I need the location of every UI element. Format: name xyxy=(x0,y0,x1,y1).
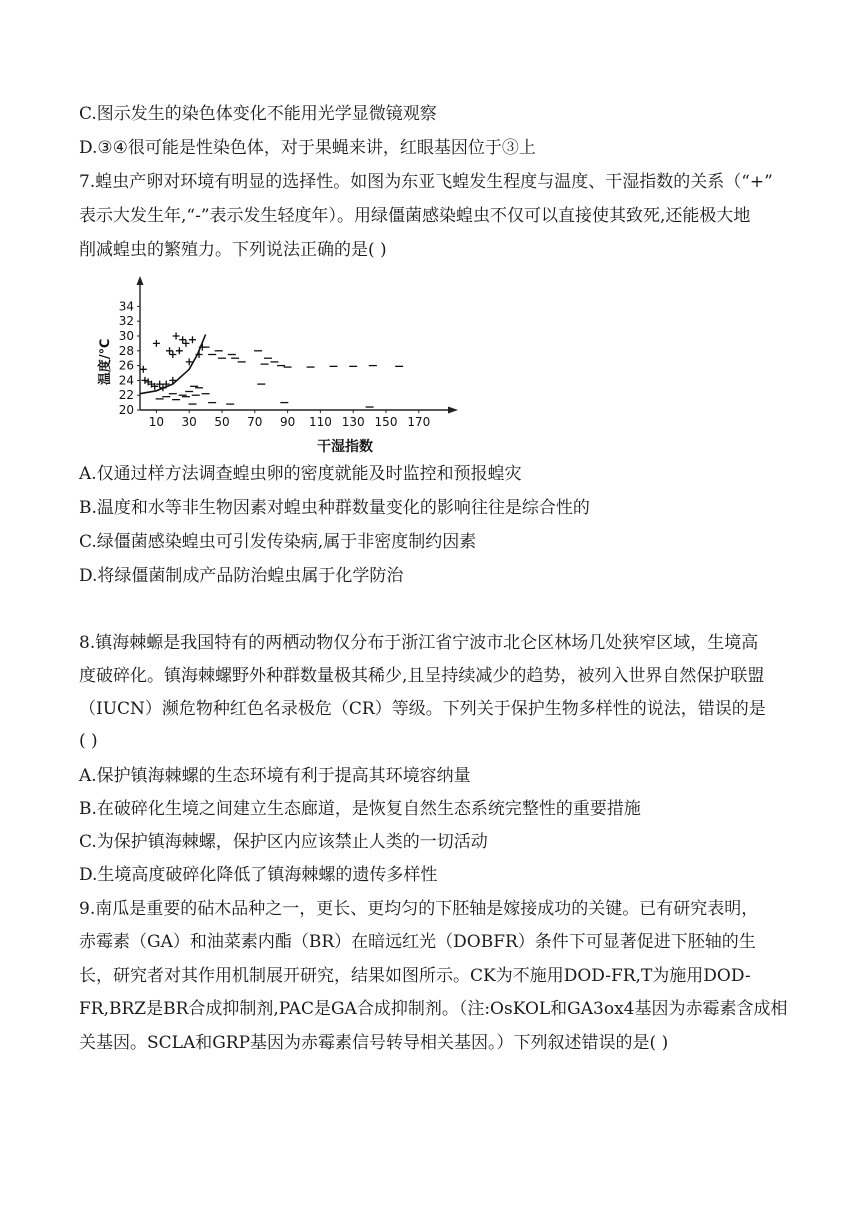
text-line-l14: A.保护镇海棘螺的生态环境有利于提高其环境容纳量 xyxy=(79,766,471,786)
plus-point xyxy=(166,347,173,354)
plus-point xyxy=(176,347,183,354)
text-line-l8: C.绿僵菌感染蝗虫可引发传染病,属于非密度制约因素 xyxy=(79,532,477,552)
text-line-l2: D.③④很可能是性染色体，对于果蝇来讲，红眼基因位于③上 xyxy=(79,138,536,158)
text-line-l13: ( ) xyxy=(79,731,98,751)
text-line-l4: 表示大发生年,“-”表示发生轻度年）。用绿僵菌感染蝗虫不仅可以直接使其致死,还能极大地 xyxy=(79,206,751,226)
y-tick-label: 30 xyxy=(118,329,134,343)
text-line-l20: 长，研究者对其作用机制展开研究，结果如图所示。CK为不施用DOD-FR,T为施用DOD- xyxy=(79,966,751,986)
x-tick-label: 50 xyxy=(214,415,230,429)
x-axis-arrow xyxy=(448,407,458,414)
text-line-l21: FR,BRZ是BR合成抑制剂,PAC是GA合成抑制剂。（注:OsKOL和GA3ox4基因为赤霉素含成相 xyxy=(79,999,788,1019)
x-tick-label: 170 xyxy=(407,415,431,429)
plus-point xyxy=(153,340,160,347)
plus-point xyxy=(141,377,148,384)
x-tick-label: 130 xyxy=(341,415,365,429)
text-line-l6: A.仅通过样方法调查蝗虫卵的密度就能及时监控和预报蝗灾 xyxy=(79,464,522,484)
text-line-l10: 8.镇海棘螈是我国特有的两栖动物仅分布于浙江省宁波市北仑区林场几处狭窄区域，生境高 xyxy=(79,633,759,653)
y-tick-label: 34 xyxy=(118,299,134,314)
text-line-l16: C.为保护镇海棘螺，保护区内应该禁止人类的一切活动 xyxy=(79,832,488,852)
text-line-l1: C.图示发生的染色体变化不能用光学显微镜观察 xyxy=(79,104,437,124)
x-tick-label: 90 xyxy=(279,415,296,429)
x-tick-label: 150 xyxy=(374,415,398,429)
text-line-l11: 度破碎化。镇海棘螺野外种群数量极其稀少,且呈持续减少的趋势，被列入世界自然保护联盟 xyxy=(79,666,765,686)
text-line-l9: D.将绿僵菌制成产品防治蝗虫属于化学防治 xyxy=(79,566,404,586)
x-tick-label: 70 xyxy=(247,415,263,429)
y-axis-arrow xyxy=(137,276,144,285)
y-tick-label: 26 xyxy=(118,358,134,373)
plus-point xyxy=(140,366,147,373)
plus-point xyxy=(189,336,196,343)
text-line-l19: 赤霉素（GA）和油菜素内酯（BR）在暗远红光（DOBFR）条件下可显著促进下胚轴的生 xyxy=(79,932,756,952)
y-tick-label: 24 xyxy=(118,373,134,388)
text-line-l12: （IUCN）濒危物种红色名录极危（CR）等级。下列关于保护生物多样性的说法，错误的是 xyxy=(79,699,766,719)
text-line-l18: 9.南瓜是重要的砧木品种之一，更长、更均匀的下胚轴是嫁接成功的关键。已有研究表明， xyxy=(79,899,759,919)
y-tick-label: 20 xyxy=(118,403,134,417)
y-tick-label: 28 xyxy=(118,343,134,358)
x-tick-label: 30 xyxy=(181,415,197,429)
boundary-curve xyxy=(140,335,206,394)
x-tick-label: 110 xyxy=(308,415,332,429)
plus-point xyxy=(169,351,176,358)
text-line-l3: 7.蝗虫产卵对环境有明显的选择性。如图为东亚飞蝗发生程度与温度、干湿指数的关系（“+” xyxy=(79,172,773,192)
plus-point xyxy=(173,333,180,340)
text-line-l7: B.温度和水等非生物因素对蝗虫种群数量变化的影响往往是综合性的 xyxy=(79,498,590,518)
text-line-l22: 关基因。SCLA和GRP基因为赤霉素信号转导相关基因。）下列叙述错误的是( ) xyxy=(79,1033,669,1053)
locust-scatter-chart xyxy=(100,276,470,462)
x-axis-label: 干湿指数 xyxy=(317,439,373,455)
text-line-l5: 削减蝗虫的繁殖力。下列说法正确的是( ) xyxy=(79,240,387,260)
y-axis-label: 温度/℃ xyxy=(98,338,113,386)
x-tick-label: 10 xyxy=(148,415,165,429)
text-line-l15: B.在破碎化生境之间建立生态廊道，是恢复自然生态系统完整性的重要措施 xyxy=(79,799,641,819)
text-line-l17: D.生境高度破碎化降低了镇海棘螺的遗传多样性 xyxy=(79,865,438,885)
y-tick-label: 22 xyxy=(118,388,134,403)
plus-point xyxy=(182,340,189,347)
plus-point xyxy=(159,384,166,391)
y-tick-label: 32 xyxy=(118,314,134,329)
plus-point xyxy=(179,336,186,343)
